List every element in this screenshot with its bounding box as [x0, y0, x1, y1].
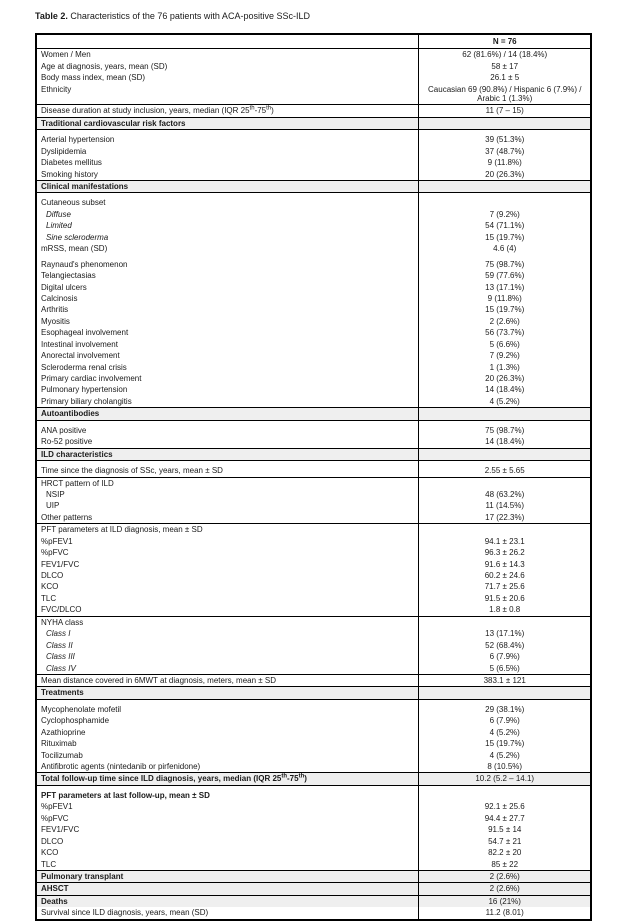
row-value: 54 (71.1%)	[419, 220, 591, 231]
table-row	[36, 547, 591, 558]
table-row	[36, 157, 591, 168]
row-value: 2 (2.6%)	[419, 316, 591, 327]
row-value	[419, 785, 591, 801]
row-label: Telangiectasias	[41, 271, 96, 281]
row-value: 37 (48.7%)	[419, 146, 591, 157]
table-row	[36, 750, 591, 761]
row-label: %pFVC	[41, 548, 69, 558]
highlight-row	[36, 895, 591, 907]
row-label: Dyslipidemia	[41, 146, 87, 156]
table-row	[36, 384, 591, 395]
row-value: 13 (17.1%)	[419, 282, 591, 293]
row-label: TLC	[41, 593, 57, 603]
row-label: %pFEV1	[41, 802, 73, 812]
row-label: Traditional cardiovascular risk factors	[36, 117, 419, 129]
row-label: Scleroderma renal crisis	[41, 362, 127, 372]
row-label: Calcinosis	[41, 293, 78, 303]
row-label: Mean distance covered in 6MWT at diagnosis, meters, mean ± SD	[36, 674, 419, 686]
row-label: Class III	[46, 652, 75, 662]
row-label: Diffuse	[46, 209, 71, 219]
table-row	[36, 512, 591, 524]
row-label: AHSCT	[36, 883, 419, 895]
row-label: KCO	[41, 582, 59, 592]
row-value: 14 (18.4%)	[419, 384, 591, 395]
row-label: Esophageal involvement	[41, 328, 129, 338]
table-row	[36, 84, 591, 105]
row-value: 7 (9.2%)	[419, 209, 591, 220]
row-label: PFT parameters at last follow-up, mean ± SD	[41, 790, 210, 800]
row-label: Antifibrotic agents (nintedanib or pirfenidone)	[41, 762, 201, 772]
row-value: 7 (9.2%)	[419, 350, 591, 361]
row-value: 52 (68.4%)	[419, 640, 591, 651]
row-value: 6 (7.9%)	[419, 651, 591, 662]
row-label: HRCT pattern of ILD	[41, 478, 114, 488]
row-value: 16 (21%)	[419, 895, 591, 907]
table-row	[36, 130, 591, 146]
row-label: Other patterns	[41, 512, 93, 522]
row-value: 60.2 ± 24.6	[419, 570, 591, 581]
row-label: Class IV	[46, 663, 76, 673]
row-value: 1.8 ± 0.8	[419, 604, 591, 616]
row-label: Treatments	[36, 687, 419, 699]
row-label: Class II	[46, 640, 73, 650]
table-row	[36, 727, 591, 738]
row-value: 58 ± 17	[419, 61, 591, 72]
row-value: 5 (6.6%)	[419, 339, 591, 350]
row-value: Caucasian 69 (90.8%) / Hispanic 6 (7.9%) / Arabic 1 (1.3%)	[419, 84, 591, 105]
table-row	[36, 489, 591, 500]
row-value	[419, 524, 591, 536]
row-label: Primary cardiac involvement	[41, 374, 142, 384]
row-value: 94.4 ± 27.7	[419, 813, 591, 824]
table-row	[36, 847, 591, 858]
row-value	[419, 477, 591, 489]
table-row	[36, 436, 591, 448]
header-n-cell: N = 76	[419, 34, 591, 49]
row-label: Mycophenolate mofetil	[41, 704, 122, 714]
row-value: 54.7 ± 21	[419, 836, 591, 847]
table-row	[36, 813, 591, 824]
row-value: 20 (26.3%)	[419, 169, 591, 181]
row-label: UIP	[46, 501, 60, 511]
table-row	[36, 243, 591, 254]
table-row	[36, 146, 591, 157]
table-row	[36, 420, 591, 436]
table-row	[36, 559, 591, 570]
highlight-row	[36, 883, 591, 895]
row-label: Time since the diagnosis of SSc, years, mean ± SD	[36, 461, 419, 477]
header-empty-cell	[36, 34, 419, 49]
row-value: 4 (5.2%)	[419, 396, 591, 408]
row-label: Clinical manifestations	[36, 181, 419, 193]
row-value: 91.5 ± 20.6	[419, 593, 591, 604]
table-row	[36, 604, 591, 616]
row-value: 75 (98.7%)	[419, 420, 591, 436]
row-value: 8 (10.5%)	[419, 761, 591, 773]
row-label: Arthritis	[41, 305, 69, 315]
row-value: 39 (51.3%)	[419, 130, 591, 146]
table-header-row	[36, 34, 591, 49]
section-row	[36, 181, 591, 193]
row-value: 6 (7.9%)	[419, 715, 591, 726]
table-row	[36, 859, 591, 871]
table-row	[36, 304, 591, 315]
row-value: 96.3 ± 26.2	[419, 547, 591, 558]
row-label: Class I	[46, 629, 71, 639]
row-value: 14 (18.4%)	[419, 436, 591, 448]
table-row	[36, 209, 591, 220]
patient-characteristics-table	[35, 33, 592, 921]
row-value: 92.1 ± 25.6	[419, 801, 591, 812]
table-row	[36, 836, 591, 847]
row-value	[419, 448, 591, 460]
table-row	[36, 169, 591, 181]
row-value: 15 (19.7%)	[419, 232, 591, 243]
row-value: 1 (1.3%)	[419, 362, 591, 373]
row-value: 4 (5.2%)	[419, 750, 591, 761]
table-row	[36, 674, 591, 686]
row-value: 15 (19.7%)	[419, 304, 591, 315]
row-value: 15 (19.7%)	[419, 738, 591, 749]
row-label: ANA positive	[41, 425, 87, 435]
table-row	[36, 536, 591, 547]
table-row	[36, 824, 591, 835]
row-label: Ro-52 positive	[41, 437, 93, 447]
section-row	[36, 448, 591, 460]
row-label: Rituximab	[41, 739, 77, 749]
row-label: Cyclophosphamide	[41, 716, 110, 726]
row-label: %pFEV1	[41, 536, 73, 546]
row-label: DLCO	[41, 836, 64, 846]
table-row	[36, 72, 591, 83]
row-value: 2 (2.6%)	[419, 883, 591, 895]
table-row	[36, 220, 591, 231]
row-value: 75 (98.7%)	[419, 255, 591, 270]
table-body	[36, 49, 591, 920]
row-value: 2.55 ± 5.65	[419, 461, 591, 477]
row-value: 59 (77.6%)	[419, 270, 591, 281]
table-title	[35, 11, 593, 22]
section-row	[36, 408, 591, 420]
table-row	[36, 193, 591, 209]
row-label: Intestinal involvement	[41, 339, 118, 349]
row-value: 85 ± 22	[419, 859, 591, 871]
row-value: 9 (11.8%)	[419, 293, 591, 304]
row-value: 17 (22.3%)	[419, 512, 591, 524]
table-row	[36, 761, 591, 773]
table-row	[36, 316, 591, 327]
row-label: Azathioprine	[41, 727, 86, 737]
table-row	[36, 61, 591, 72]
row-value: 71.7 ± 25.6	[419, 581, 591, 592]
row-label: FVC/DLCO	[41, 605, 82, 615]
row-value: 26.1 ± 5	[419, 72, 591, 83]
row-label: Disease duration at study inclusion, years, median (IQR 25th-75th)	[36, 105, 419, 117]
table-row	[36, 373, 591, 384]
row-label: Deaths	[36, 895, 419, 907]
table-row	[36, 616, 591, 628]
highlight-row	[36, 773, 591, 785]
row-label: %pFVC	[41, 813, 69, 823]
table-row	[36, 738, 591, 749]
row-label: Age at diagnosis, years, mean (SD)	[41, 61, 168, 71]
table-row	[36, 651, 591, 662]
row-value: 9 (11.8%)	[419, 157, 591, 168]
row-value: 56 (73.7%)	[419, 327, 591, 338]
table-row	[36, 524, 591, 536]
table-row	[36, 105, 591, 117]
row-value: 13 (17.1%)	[419, 628, 591, 639]
row-label: mRSS, mean (SD)	[41, 244, 108, 254]
row-value: 94.1 ± 23.1	[419, 536, 591, 547]
row-label: PFT parameters at ILD diagnosis, mean ± SD	[36, 524, 419, 536]
table-row	[36, 801, 591, 812]
table-row	[36, 293, 591, 304]
table-row	[36, 593, 591, 604]
row-value: 11 (7 – 15)	[419, 105, 591, 117]
table-row	[36, 581, 591, 592]
row-value: 91.5 ± 14	[419, 824, 591, 835]
highlight-row	[36, 870, 591, 882]
row-value: 20 (26.3%)	[419, 373, 591, 384]
table-row	[36, 270, 591, 281]
row-label: NSIP	[46, 489, 65, 499]
row-value	[419, 408, 591, 420]
row-value	[419, 181, 591, 193]
row-label: Anorectal involvement	[41, 351, 120, 361]
row-label: Myositis	[41, 316, 70, 326]
row-label: Body mass index, mean (SD)	[41, 73, 146, 83]
row-label: ILD characteristics	[36, 448, 419, 460]
table-row	[36, 640, 591, 651]
table-row	[36, 327, 591, 338]
table-row	[36, 477, 591, 489]
row-label: Ethnicity	[41, 84, 72, 94]
row-value: 2 (2.6%)	[419, 870, 591, 882]
table-row	[36, 232, 591, 243]
section-row	[36, 687, 591, 699]
table-row	[36, 396, 591, 408]
row-value	[419, 687, 591, 699]
row-value: 4 (5.2%)	[419, 727, 591, 738]
table-row	[36, 570, 591, 581]
row-value: 11.2 (8.01)	[419, 907, 591, 919]
row-label: KCO	[41, 848, 59, 858]
row-label: Diabetes mellitus	[41, 158, 102, 168]
table-number-label: Table 2.	[35, 11, 68, 21]
row-label: DLCO	[41, 571, 64, 581]
row-label: Digital ulcers	[41, 282, 87, 292]
row-value: 10.2 (5.2 – 14.1)	[419, 773, 591, 785]
table-row	[36, 362, 591, 373]
table-row	[36, 628, 591, 639]
table-row	[36, 663, 591, 675]
table-row	[36, 785, 591, 801]
row-value: 4.6 (4)	[419, 243, 591, 254]
section-row	[36, 117, 591, 129]
row-label: Pulmonary transplant	[36, 870, 419, 882]
row-label: Women / Men	[41, 50, 91, 60]
row-label: FEV1/FVC	[41, 559, 80, 569]
row-label: NYHA class	[36, 616, 419, 628]
row-label: Limited	[46, 221, 72, 231]
table-row	[36, 715, 591, 726]
row-value: 62 (81.6%) / 14 (18.4%)	[419, 49, 591, 61]
row-value	[419, 117, 591, 129]
table-row	[36, 339, 591, 350]
table-row	[36, 255, 591, 270]
row-value: 11 (14.5%)	[419, 500, 591, 511]
row-label: Primary biliary cholangitis	[41, 396, 132, 406]
row-value: 29 (38.1%)	[419, 699, 591, 715]
table-row	[36, 49, 591, 61]
row-label: Cutaneous subset	[41, 198, 106, 208]
row-value: 5 (6.5%)	[419, 663, 591, 675]
row-label: Smoking history	[41, 169, 98, 179]
row-value	[419, 616, 591, 628]
table-row	[36, 907, 591, 919]
table-row	[36, 699, 591, 715]
row-label: Pulmonary hypertension	[41, 385, 128, 395]
row-value: 82.2 ± 20	[419, 847, 591, 858]
table-caption-text: Characteristics of the 76 patients with ACA-positive SSc-ILD	[67, 11, 310, 21]
row-label: Autoantibodies	[36, 408, 419, 420]
row-label: Raynaud's phenomenon	[41, 259, 128, 269]
row-value	[419, 193, 591, 209]
table-row	[36, 461, 591, 477]
row-label: FEV1/FVC	[41, 825, 80, 835]
table-row	[36, 282, 591, 293]
row-label: Survival since ILD diagnosis, years, mean (SD)	[41, 908, 209, 918]
row-value: 48 (63.2%)	[419, 489, 591, 500]
row-label: Arterial hypertension	[41, 135, 115, 145]
row-label: TLC	[41, 859, 57, 869]
row-value: 91.6 ± 14.3	[419, 559, 591, 570]
row-label: Sine scleroderma	[46, 232, 109, 242]
table-row	[36, 350, 591, 361]
row-value: 383.1 ± 121	[419, 674, 591, 686]
row-label: Total follow-up time since ILD diagnosis, years, median (IQR 25th-75th)	[36, 773, 419, 785]
row-label: Tocilizumab	[41, 750, 83, 760]
table-row	[36, 500, 591, 511]
